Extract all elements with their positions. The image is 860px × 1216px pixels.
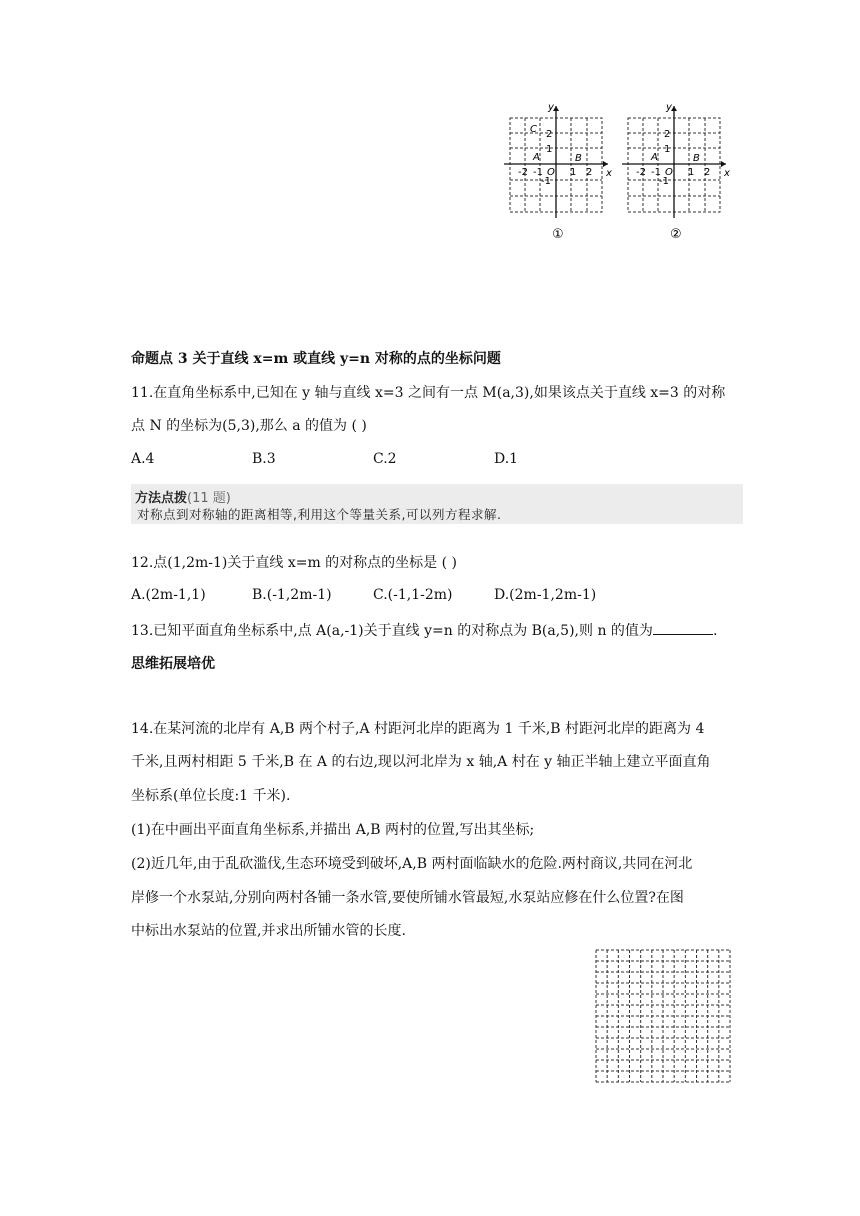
tick-x1: 1	[570, 167, 577, 178]
q13-text: 13.已知平面直角坐标系中,点 A(a,-1)关于直线 y=n 的对称点为 B(a,5),则 n 的值为	[131, 623, 653, 639]
point-b-label: B	[575, 153, 582, 164]
tick-y2: 2	[664, 129, 671, 140]
figure-2-grid	[618, 100, 734, 248]
origin-label: O	[547, 167, 555, 178]
section-3-title: 命题点 3 关于直线 x=m 或直线 y=n 对称的点的坐标问题	[131, 351, 501, 367]
method-tip-heading: 方法点拨	[135, 491, 188, 506]
section-4-title: 思维拓展培优	[131, 656, 215, 672]
q11-option-a: A.4	[131, 451, 155, 467]
tick-x2: 2	[586, 167, 593, 178]
tick-xn2: -2	[518, 167, 528, 178]
q14-part-2-line-1: (2)近几年,由于乱砍滥伐,生态环境受到破坏,A,B 两村面临缺水的危险.两村商议,共同在河北	[131, 856, 693, 872]
method-tip-body: 对称点到对称轴的距离相等,利用这个等量关系,可以列方程求解.	[137, 507, 502, 522]
q14-line-2: 千米,且两村相距 5 千米,B 在 A 的右边,现以河北岸为 x 轴,A 村在 y 轴正半轴上建立平面直角	[131, 754, 711, 770]
q14-part-2-line-2: 岸修一个水泵站,分别向两村各铺一条水管,要使所铺水管最短,水泵站应修在什么位置?在图	[131, 890, 684, 906]
tick-xn2: -2	[636, 167, 646, 178]
point-b-label: B	[693, 153, 700, 164]
q12-line: 12.点(1,2m-1)关于直线 x=m 的对称点的坐标是 ( )	[131, 555, 457, 571]
method-tip-box	[131, 484, 743, 524]
tick-x1: 1	[688, 167, 695, 178]
y-axis-label: y	[666, 102, 672, 113]
tick-yn1: -1	[659, 176, 669, 187]
figure-1-caption: ①	[552, 227, 564, 242]
origin-label: O	[665, 167, 673, 178]
q13-end: .	[712, 623, 718, 639]
q14-part-2-line-3: 中标出水泵站的位置,并求出所铺水管的长度.	[131, 923, 406, 939]
q12-option-c: C.(-1,1-2m)	[373, 587, 453, 603]
q11-line-2: 点 N 的坐标为(5,3),那么 a 的值为 ( )	[131, 418, 367, 434]
q11-option-b: B.3	[252, 451, 276, 467]
tick-xn1: -1	[533, 167, 543, 178]
q13-answer-blank[interactable]	[653, 620, 713, 635]
q11-option-c: C.2	[373, 451, 397, 467]
tick-y1: 1	[546, 144, 553, 155]
method-tip-ref: (11 题)	[187, 491, 231, 506]
point-c-label: C	[530, 124, 537, 135]
q14-line-1: 14.在某河流的北岸有 A,B 两个村子,A 村距河北岸的距离为 1 千米,B 村距河北岸的距离为 4	[131, 721, 705, 737]
point-a-label: A	[651, 152, 658, 163]
x-axis-label: x	[606, 168, 612, 179]
tick-yn1: -1	[541, 176, 551, 187]
q12-option-a: A.(2m-1,1)	[131, 587, 206, 603]
q14-blank-grid	[594, 948, 732, 1084]
figure-1-grid	[500, 100, 616, 248]
q12-option-d: D.(2m-1,2m-1)	[494, 587, 597, 603]
tick-y1: 1	[664, 144, 671, 155]
q11-line-1: 11.在直角坐标系中,已知在 y 轴与直线 x=3 之间有一点 M(a,3),如果该点关于直线 x=3 的对称	[131, 385, 726, 401]
q13-line	[131, 620, 717, 641]
tick-xn1: -1	[651, 167, 661, 178]
method-tip-title	[135, 487, 231, 506]
q12-option-b: B.(-1,2m-1)	[252, 587, 332, 603]
tick-x2: 2	[704, 167, 711, 178]
q11-option-d: D.1	[494, 451, 519, 467]
q14-line-3: 坐标系(单位长度:1 千米).	[131, 788, 291, 804]
figure-2-caption: ②	[670, 227, 682, 242]
point-a-label: A	[533, 152, 540, 163]
q14-part-1: (1)在中画出平面直角坐标系,并描出 A,B 两村的位置,写出其坐标;	[131, 822, 535, 838]
y-axis-label: y	[548, 102, 554, 113]
x-axis-label: x	[724, 168, 730, 179]
tick-y2: 2	[546, 129, 553, 140]
